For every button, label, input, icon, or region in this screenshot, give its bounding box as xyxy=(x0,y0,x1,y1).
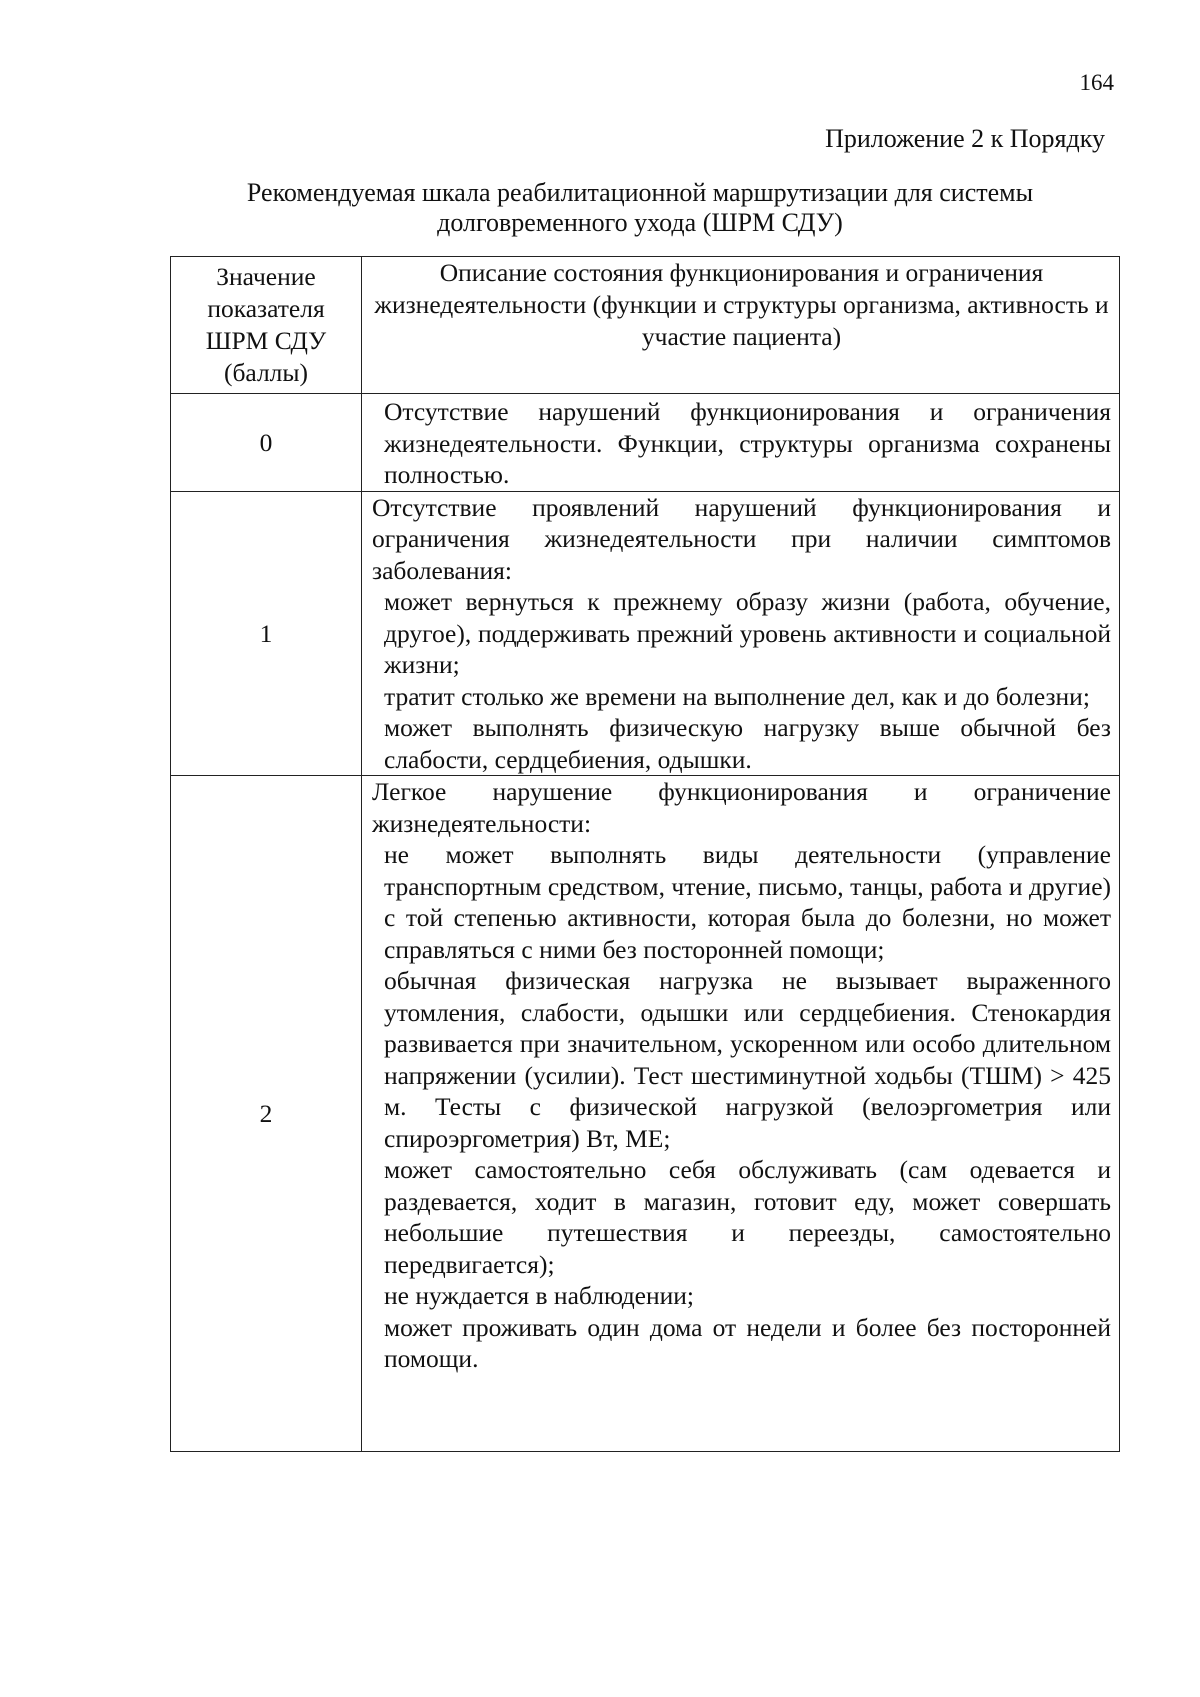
description-item: может самостоятельно себя обслуживать (сам одевается и раздевается, ходит в магазин, готовит еду, может совершать небольшие путешествия и переезды, самостоятельно передвигается); xyxy=(384,1155,1111,1279)
header-score: Значение показателя ШРМ СДУ (баллы) xyxy=(171,257,362,394)
table-row xyxy=(171,491,1120,776)
description-item: не нуждается в наблюдении; xyxy=(384,1281,695,1310)
description-cell xyxy=(362,776,1120,1452)
description-item: может вернуться к прежнему образу жизни (работа, обучение, другое), поддерживать прежний уровень активности и социальной жизни; xyxy=(384,587,1111,679)
blank-space xyxy=(372,1375,1111,1451)
score-cell: 1 xyxy=(171,491,362,776)
description-cell xyxy=(362,394,1120,492)
rehab-scale-table xyxy=(170,256,1120,1452)
page-number: 164 xyxy=(1079,70,1114,95)
table-row xyxy=(171,394,1120,492)
description-item: обычная физическая нагрузка не вызывает выраженного утомления, слабости, одышки или сердцебиения. Стенокардия развивается при значительном, ускоренном или особо длительном напряжении (усилии). Тест шестиминутной ходьбы (ТШМ) > 425 м. Тесты с физической нагрузкой (велоэргометрия или спироэргометрия) Вт, МЕ; xyxy=(384,966,1111,1153)
appendix-label: Приложение 2 к Порядку xyxy=(825,124,1105,153)
document-title: Рекомендуемая шкала реабилитационной маршрутизации для системы долговременного ухода (ШРМ СДУ) xyxy=(246,178,1034,237)
description-item: может проживать один дома от недели и более без посторонней помощи. xyxy=(384,1312,1111,1373)
description-item: не может выполнять виды деятельности (управление транспортным средством, чтение, письмо, танцы, работа и другие) с той степенью активности, которая была до болезни, но может справляться с ними без посторонней помощи; xyxy=(384,840,1111,964)
table-row xyxy=(171,776,1120,1452)
score-cell: 0 xyxy=(171,394,362,492)
description-cell xyxy=(362,491,1120,776)
header-description: Описание состояния функционирования и ограничения жизнедеятельности (функции и структуры организма, активность и участие пациента) xyxy=(362,257,1120,394)
description-item: может выполнять физическую нагрузку выше обычной без слабости, сердцебиения, одышки. xyxy=(384,713,1111,774)
description-lead: Отсутствие нарушений функционирования и ограничения жизнедеятельности. Функции, структуры организма сохранены полностью. xyxy=(384,397,1111,489)
table-header-row xyxy=(171,257,1120,394)
description-item: тратит столько же времени на выполнение дел, как и до болезни; xyxy=(384,681,1090,711)
score-cell: 2 xyxy=(171,776,362,1452)
description-lead: Отсутствие проявлений нарушений функционирования и ограничения жизнедеятельности при наличии симптомов заболевания: xyxy=(372,492,1111,585)
description-lead: Легкое нарушение функционирования и ограничение жизнедеятельности: xyxy=(372,777,1111,838)
